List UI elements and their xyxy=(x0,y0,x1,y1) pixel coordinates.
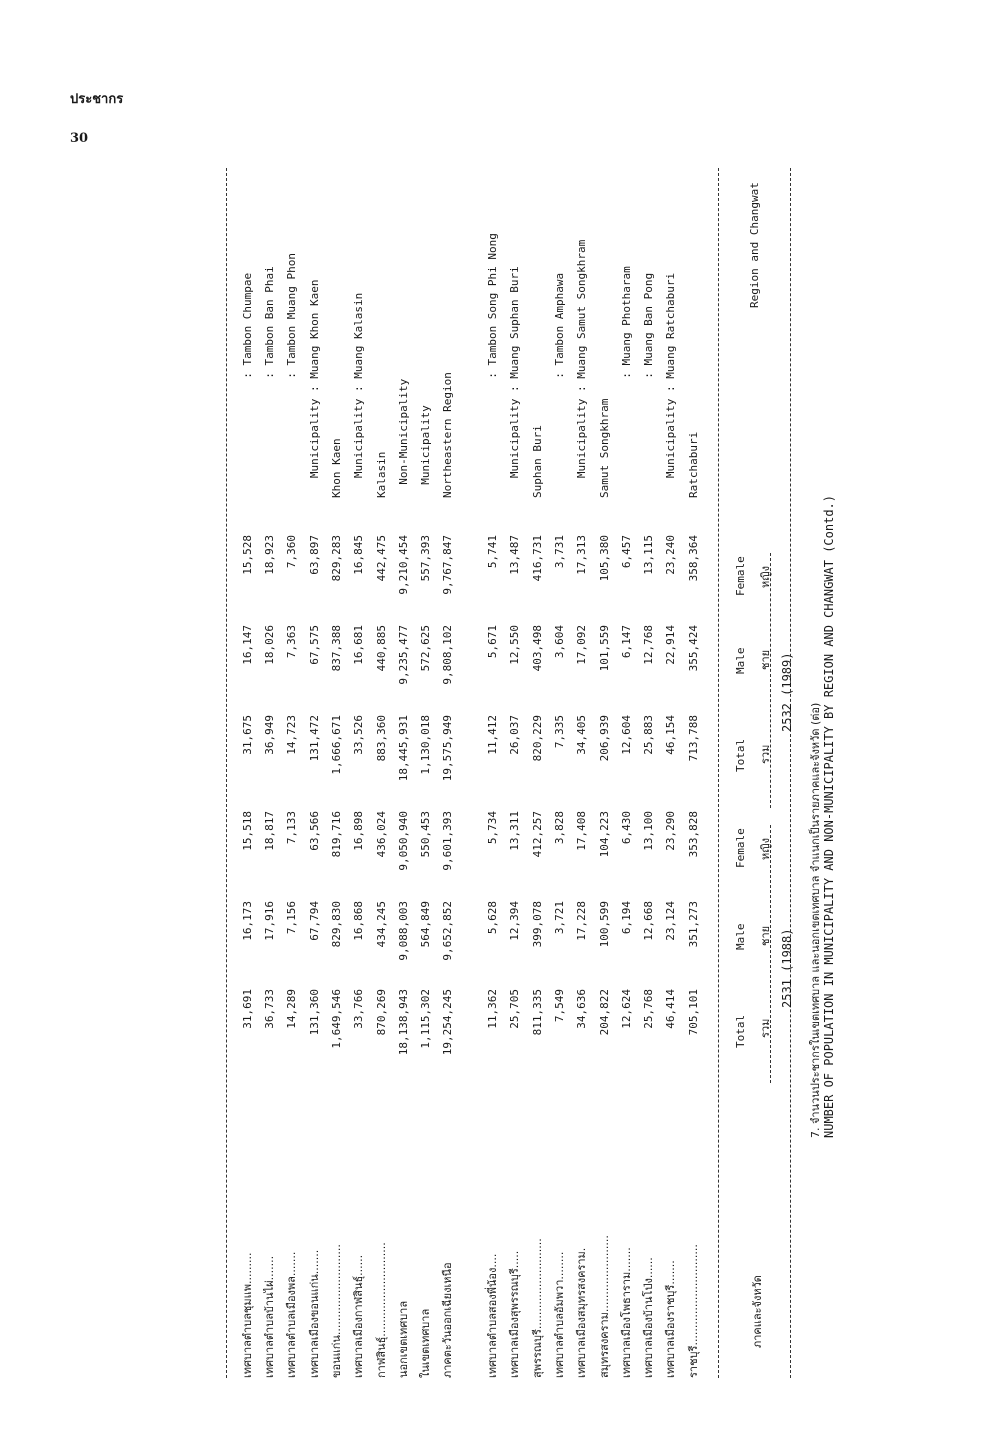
bottom-rule xyxy=(226,168,227,1378)
rotated-table xyxy=(158,118,878,1378)
cell-f1: 7,133 xyxy=(285,811,299,845)
cell-m2: 6,147 xyxy=(619,625,633,659)
row-eng-label: : Tambon Chumpae xyxy=(240,272,254,498)
cell-m1: 399,078 xyxy=(530,901,544,948)
cell-f2: 9,210,454 xyxy=(396,535,410,595)
table-row xyxy=(572,118,592,1378)
cell-f2: 5,741 xyxy=(486,535,499,569)
row-eng-label: : Muang Photharam xyxy=(619,266,633,498)
year2-header: 2532 (1989) xyxy=(780,652,794,732)
cell-m1: 6,194 xyxy=(619,901,633,935)
cell-t2: 206,939 xyxy=(597,715,611,762)
cell-m1: 351,273 xyxy=(686,901,700,948)
row-thai-label: สุพรรณบุรี.......................... xyxy=(530,1238,544,1378)
cell-m2: 5,671 xyxy=(486,625,499,659)
cell-t2: 36,949 xyxy=(263,715,276,755)
cell-t2: 26,037 xyxy=(508,715,522,755)
cell-f2: 416,731 xyxy=(530,535,544,582)
cell-t1: 25,768 xyxy=(642,989,656,1029)
cell-t2: 12,604 xyxy=(619,715,633,755)
cell-f2: 7,360 xyxy=(285,535,299,569)
cell-t2: 820,229 xyxy=(530,715,544,762)
total2-eng: Total xyxy=(734,738,747,772)
cell-t1: 34,636 xyxy=(575,989,589,1029)
female1-thai: หญิง xyxy=(759,838,772,860)
cell-f2: 6,457 xyxy=(619,535,633,569)
table-row xyxy=(483,118,503,1378)
cell-m2: 17,092 xyxy=(575,625,589,665)
cell-m2: 12,550 xyxy=(508,625,522,665)
male1-thai: ชาย xyxy=(759,925,772,946)
table-row xyxy=(372,118,392,1378)
cell-f1: 550,453 xyxy=(419,811,433,858)
female2-eng: Female xyxy=(734,556,747,596)
cell-f1: 9,050,940 xyxy=(396,811,410,871)
cell-m1: 564,849 xyxy=(419,901,433,948)
row-thai-label: เทศบาลตำบลอัมพวา........ xyxy=(552,1251,566,1378)
cell-m2: 440,885 xyxy=(374,625,388,672)
cell-f1: 9,601,393 xyxy=(441,811,455,871)
table-row xyxy=(617,118,637,1378)
row-thai-label: เทศบาลตำบลชุมแพ......... xyxy=(240,1252,254,1378)
row-thai-label: เทศบาลเมืองบ้านโป่ง...... xyxy=(642,1257,656,1378)
female1-eng: Female xyxy=(734,828,747,868)
cell-f2: 105,380 xyxy=(597,535,611,582)
cell-f2: 23,240 xyxy=(664,535,678,575)
page-header xyxy=(70,88,123,146)
cell-f2: 358,364 xyxy=(686,535,700,582)
table-row xyxy=(661,118,681,1378)
cell-t2: 131,472 xyxy=(307,715,321,762)
cell-m2: 101,559 xyxy=(597,625,611,672)
table-row xyxy=(305,118,325,1378)
row-thai-label: เทศบาลเมืองขอนแก่น....... xyxy=(307,1249,321,1378)
cell-m1: 16,173 xyxy=(240,901,254,941)
cell-f1: 353,828 xyxy=(686,811,700,858)
section-name: ประชากร xyxy=(70,92,124,107)
row-eng-label: : Tambon Amphawa xyxy=(552,272,566,498)
cell-m1: 9,088,003 xyxy=(396,901,410,961)
cell-m2: 572,625 xyxy=(419,625,433,672)
cell-m2: 403,498 xyxy=(530,625,544,672)
cell-t2: 713,788 xyxy=(686,715,700,762)
table-title-english: NUMBER OF POPULATION IN MUNICIPALITY AND NON-MUNICIPALITY BY REGION AND CHANGWAT (Contd.) xyxy=(822,495,836,1138)
cell-t2: 11,412 xyxy=(486,715,499,755)
row-thai-label: เทศบาลตำบลเมืองพล....... xyxy=(285,1251,299,1378)
row-thai-label: เทศบาลตำบลสองพี่น้อง.... xyxy=(486,1253,499,1378)
cell-f1: 104,223 xyxy=(597,811,611,858)
cell-f1: 63,566 xyxy=(307,811,321,851)
cell-t1: 19,254,245 xyxy=(441,989,455,1056)
cell-m1: 17,228 xyxy=(575,901,589,941)
table-row xyxy=(282,118,302,1378)
cell-f1: 15,518 xyxy=(240,811,254,851)
cell-m1: 9,652,852 xyxy=(441,901,455,961)
cell-m1: 67,794 xyxy=(307,901,321,941)
cell-f2: 3,731 xyxy=(552,535,566,569)
cell-t1: 12,624 xyxy=(619,989,633,1029)
cell-m1: 100,599 xyxy=(597,901,611,948)
cell-f2: 16,845 xyxy=(352,535,366,575)
cell-f2: 18,923 xyxy=(263,535,276,575)
cell-t1: 31,691 xyxy=(240,989,254,1029)
row-eng-label: Municipality : Muang Samut Songkhram xyxy=(575,239,589,498)
row-thai-label: ขอนแก่น.......................... xyxy=(329,1244,343,1378)
total1-thai: รวม xyxy=(759,1018,772,1038)
table-row xyxy=(416,118,436,1378)
row-thai-label: เทศบาลเมืองสมุทรสงคราม. xyxy=(575,1247,589,1378)
cell-f1: 18,817 xyxy=(263,811,276,851)
cell-t1: 46,414 xyxy=(664,989,678,1029)
cell-m2: 837,388 xyxy=(329,625,343,672)
cell-m2: 16,681 xyxy=(352,625,366,665)
cell-m2: 3,604 xyxy=(552,625,566,659)
cell-t1: 7,549 xyxy=(552,989,566,1023)
row-eng-label: : Tambon Ban Phai xyxy=(263,266,276,498)
row-thai-label: เทศบาลตำบลบ้านไผ่....... xyxy=(263,1255,276,1378)
cell-f1: 17,408 xyxy=(575,811,589,851)
row-eng-label: Ratchaburi xyxy=(686,431,700,498)
cell-t1: 131,360 xyxy=(307,989,321,1036)
cell-m1: 12,394 xyxy=(508,901,522,941)
cell-t1: 705,101 xyxy=(686,989,700,1036)
male2-eng: Male xyxy=(734,647,747,674)
cell-f1: 412,257 xyxy=(530,811,544,858)
cell-m1: 434,245 xyxy=(374,901,388,948)
cell-m1: 16,868 xyxy=(352,901,366,941)
row-eng-label: : Tambon Song Phi Nong xyxy=(486,233,499,498)
cell-f1: 5,734 xyxy=(486,811,499,845)
row-thai-label: สมุทรสงคราม...................... xyxy=(597,1235,611,1378)
cell-f2: 15,528 xyxy=(240,535,254,575)
cell-f2: 13,487 xyxy=(508,535,522,575)
cell-t2: 25,883 xyxy=(642,715,656,755)
cell-f2: 557,393 xyxy=(419,535,433,582)
cell-t2: 34,405 xyxy=(575,715,589,755)
row-eng-label: : Muang Ban Pong xyxy=(642,272,656,498)
cell-f1: 23,290 xyxy=(664,811,678,851)
row-thai-label: ภาคตะวันออกเฉียงเหนือ xyxy=(441,1262,455,1378)
table-row xyxy=(260,118,280,1378)
cell-f1: 13,100 xyxy=(642,811,656,851)
female2-thai: หญิง xyxy=(759,566,772,588)
region-thai-header: ภาคและจังหวัด xyxy=(751,1275,764,1348)
row-thai-label: นอกเขตเทศบาล xyxy=(396,1300,410,1378)
cell-t2: 14,723 xyxy=(285,715,299,755)
cell-m2: 22,914 xyxy=(664,625,678,665)
row-thai-label: กาฬสินธุ์........................... xyxy=(374,1242,388,1378)
cell-m2: 67,575 xyxy=(307,625,321,665)
cell-m1: 17,916 xyxy=(263,901,276,941)
cell-t1: 204,822 xyxy=(597,989,611,1036)
row-eng-label: Suphan Buri xyxy=(530,425,544,498)
cell-t2: 33,526 xyxy=(352,715,366,755)
cell-m2: 9,235,477 xyxy=(396,625,410,685)
row-eng-label: Municipality xyxy=(419,405,433,498)
cell-f1: 13,311 xyxy=(508,811,522,851)
cell-m1: 3,721 xyxy=(552,901,566,935)
cell-t1: 1,649,546 xyxy=(329,989,343,1049)
cell-f2: 442,475 xyxy=(374,535,388,582)
cell-m2: 9,808,102 xyxy=(441,625,455,685)
table-row xyxy=(550,118,570,1378)
table-row xyxy=(438,118,458,1378)
cell-t1: 18,138,943 xyxy=(396,989,410,1056)
cell-t1: 14,289 xyxy=(285,989,299,1029)
cell-t2: 7,335 xyxy=(552,715,566,749)
row-eng-label: Samut Songkhram xyxy=(597,398,611,498)
row-eng-label: Municipality : Muang Suphan Buri xyxy=(508,266,522,498)
table-row xyxy=(394,118,414,1378)
cell-f2: 63,897 xyxy=(307,535,321,575)
table-row xyxy=(528,118,548,1378)
cell-m1: 5,628 xyxy=(486,901,499,935)
table-row xyxy=(327,118,347,1378)
row-thai-label: ราชบุรี............................. xyxy=(686,1244,700,1378)
page-number: 30 xyxy=(70,131,89,146)
cell-t1: 36,733 xyxy=(263,989,276,1029)
table-row xyxy=(461,118,481,1378)
row-thai-label: เทศบาลเมืองกาฬสินธุ์...... xyxy=(352,1254,366,1378)
cell-f2: 17,313 xyxy=(575,535,589,575)
cell-f1: 16,898 xyxy=(352,811,366,851)
table-row xyxy=(595,118,615,1378)
year1-header: 2531 (1988) xyxy=(780,928,794,1008)
cell-m1: 12,668 xyxy=(642,901,656,941)
row-eng-label: : Tambon Muang Phon xyxy=(285,252,299,498)
table-row xyxy=(684,118,704,1378)
table-row xyxy=(639,118,659,1378)
cell-m1: 829,830 xyxy=(329,901,343,948)
row-eng-label: Kalasin xyxy=(374,451,388,498)
year2-rule xyxy=(770,553,771,808)
row-thai-label: ในเขตเทศบาล xyxy=(419,1308,433,1378)
cell-t1: 33,766 xyxy=(352,989,366,1029)
table-row xyxy=(505,118,525,1378)
male1-eng: Male xyxy=(734,923,747,950)
cell-t2: 18,445,931 xyxy=(396,715,410,782)
cell-m2: 355,424 xyxy=(686,625,700,672)
cell-m2: 16,147 xyxy=(240,625,254,665)
row-thai-label: เทศบาลเมืองโพธาราม....... xyxy=(619,1247,633,1378)
cell-m1: 23,124 xyxy=(664,901,678,941)
row-eng-label: Municipality : Muang Khon Kaen xyxy=(307,279,321,498)
row-thai-label: เทศบาลเมืองราชบุรี....... xyxy=(664,1260,678,1378)
cell-t1: 11,362 xyxy=(486,989,499,1029)
cell-f2: 9,767,847 xyxy=(441,535,455,595)
cell-t2: 46,154 xyxy=(664,715,678,755)
cell-m2: 12,768 xyxy=(642,625,656,665)
cell-t1: 811,335 xyxy=(530,989,544,1036)
cell-f2: 829,283 xyxy=(329,535,343,582)
total1-eng: Total xyxy=(734,1014,747,1048)
cell-m1: 7,156 xyxy=(285,901,299,935)
table-row xyxy=(349,118,369,1378)
total2-thai: รวม xyxy=(759,744,772,764)
row-thai-label: เทศบาลเมืองสุพรรณบุรี..... xyxy=(508,1250,522,1378)
cell-t2: 1,666,671 xyxy=(329,715,343,775)
top-rule xyxy=(790,168,791,1378)
cell-f1: 436,024 xyxy=(374,811,388,858)
cell-m2: 7,363 xyxy=(285,625,299,659)
cell-t1: 25,705 xyxy=(508,989,522,1029)
table-title-thai: 7. จำนวนประชากรในเขตเทศบาล และนอกเขตเทศบาล จำแนกเป็นรายภาคและจังหวัด (ต่อ) xyxy=(809,702,822,1138)
row-eng-label: Municipality : Muang Ratchaburi xyxy=(664,272,678,498)
year1-rule xyxy=(770,825,771,1083)
table-row xyxy=(238,118,258,1378)
cell-f2: 13,115 xyxy=(642,535,656,575)
cell-t1: 870,269 xyxy=(374,989,388,1036)
header-rule xyxy=(718,168,719,1378)
cell-t1: 1,115,302 xyxy=(419,989,433,1049)
region-eng-header: Region and Changwat xyxy=(748,182,761,308)
male2-thai: ชาย xyxy=(759,649,772,670)
cell-t2: 19,575,949 xyxy=(441,715,455,782)
row-eng-label: Municipality : Muang Kalasin xyxy=(352,292,366,498)
cell-f1: 819,716 xyxy=(329,811,343,858)
cell-m2: 18,026 xyxy=(263,625,276,665)
cell-t2: 1,130,018 xyxy=(419,715,433,775)
cell-f1: 6,430 xyxy=(619,811,633,845)
row-eng-label: Northeastern Region xyxy=(441,372,455,498)
cell-t2: 31,675 xyxy=(240,715,254,755)
cell-f1: 3,828 xyxy=(552,811,566,845)
row-eng-label: Khon Kaen xyxy=(329,438,343,498)
cell-t2: 883,360 xyxy=(374,715,388,762)
row-eng-label: Non-Municipality xyxy=(396,378,410,498)
